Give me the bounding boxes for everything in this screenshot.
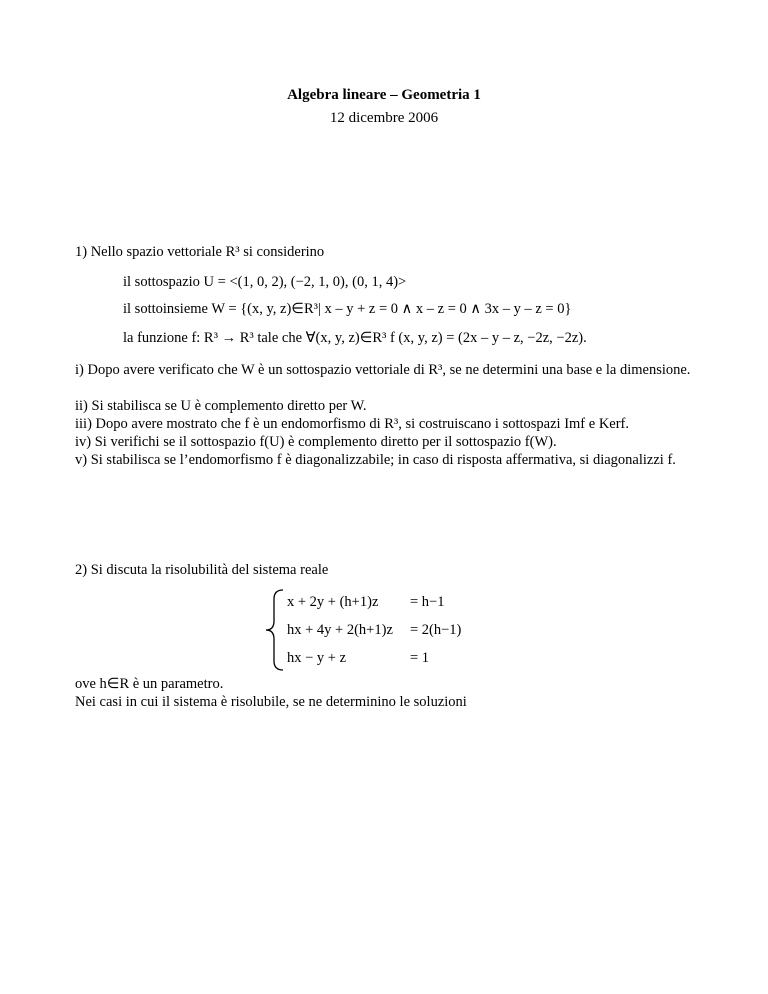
document-date: 12 dicembre 2006 bbox=[329, 110, 439, 126]
exercise-1-question-i: i) Dopo avere verificato che W è un sottospazio vettoriale di R³, se ne determini una base e la dimensione. bbox=[75, 362, 691, 378]
exercise-2-intro: 2) Si discuta la risolubilità del sistema reale bbox=[75, 562, 329, 578]
equation-3-rhs: = 1 bbox=[410, 650, 430, 666]
function-f-definition: la funzione f: R³ → R³ tale che ∀(x, y, z)∈R³ f (x, y, z) = (2x – y – z, −2z, −2z). bbox=[123, 330, 587, 346]
exercise-1-question-iv: iv) Si verifichi se il sottospazio f(U) è complemento diretto per il sottospazio f(W). bbox=[75, 434, 557, 450]
subset-w-definition: il sottoinsieme W = {(x, y, z)∈R³| x – y + z = 0 ∧ x – z = 0 ∧ 3x – y – z = 0} bbox=[123, 301, 572, 317]
parameter-note: ove h∈R è un parametro. bbox=[75, 676, 224, 692]
equation-3-lhs: hx − y + z bbox=[287, 650, 347, 666]
equation-2-rhs: = 2(h−1) bbox=[410, 622, 462, 638]
document-title: Algebra lineare – Geometria 1 bbox=[287, 87, 481, 103]
exercise-2-conclusion: Nei casi in cui il sistema è risolubile, se ne determinino le soluzioni bbox=[75, 694, 467, 710]
equation-2-lhs: hx + 4y + 2(h+1)z bbox=[287, 622, 393, 638]
exercise-1-question-iii: iii) Dopo avere mostrato che f è un endomorfismo di R³, si costruiscano i sottospazi Imf e Kerf. bbox=[75, 416, 630, 432]
exercise-1-intro: 1) Nello spazio vettoriale R³ si considerino bbox=[75, 244, 325, 260]
equation-1-lhs: x + 2y + (h+1)z bbox=[287, 594, 379, 610]
subspace-u-definition: il sottospazio U = <(1, 0, 2), (−2, 1, 0), (0, 1, 4)> bbox=[123, 274, 407, 290]
exercise-1-question-ii: ii) Si stabilisca se U è complemento diretto per W. bbox=[75, 398, 367, 414]
equation-1-rhs: = h−1 bbox=[410, 594, 445, 610]
exercise-1-question-v: v) Si stabilisca se l’endomorfismo f è diagonalizzabile; in caso di risposta affermativa, si diagonalizzi f. bbox=[75, 452, 676, 468]
system-brace bbox=[263, 588, 285, 672]
